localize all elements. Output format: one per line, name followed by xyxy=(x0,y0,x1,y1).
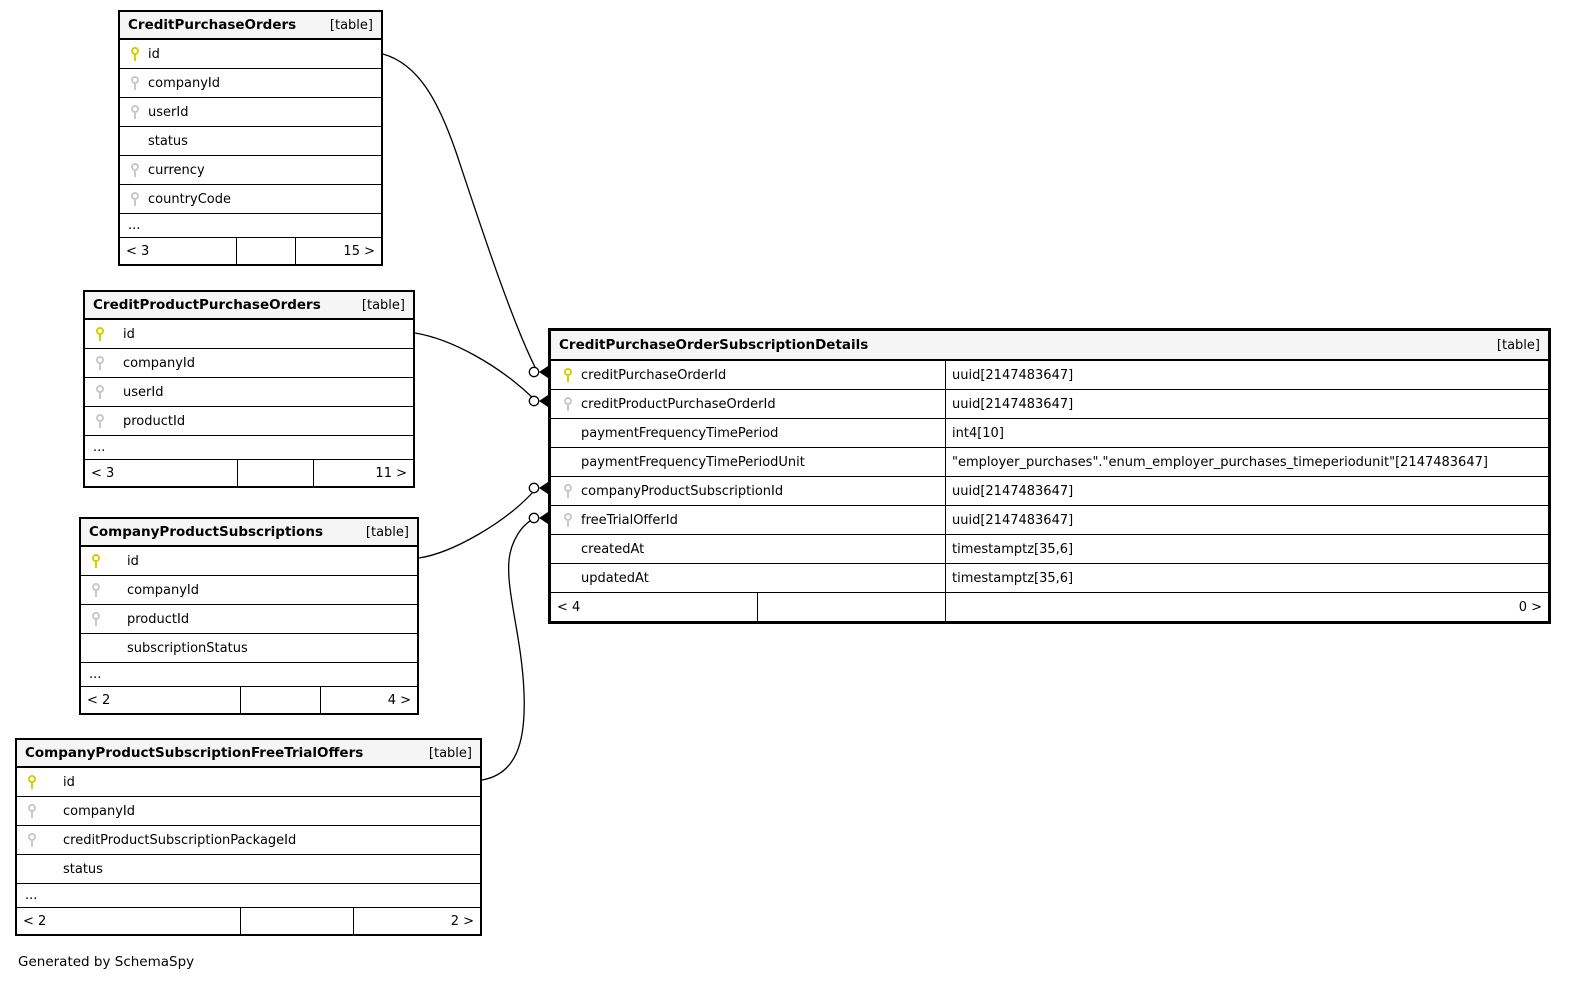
primary-key-icon xyxy=(95,326,107,342)
table-header xyxy=(81,519,417,547)
column-row xyxy=(81,605,417,634)
column-name: status xyxy=(148,133,188,149)
table-footer xyxy=(81,687,417,713)
column-row xyxy=(551,535,1548,564)
column-row xyxy=(551,564,1548,593)
foreign-key-icon xyxy=(563,396,575,412)
column-row xyxy=(85,378,413,407)
column-name: userId xyxy=(148,104,189,120)
foreign-key-icon xyxy=(130,191,142,207)
column-name: createdAt xyxy=(581,541,645,557)
table-tag: [table] xyxy=(1496,337,1540,353)
column-row xyxy=(120,40,381,69)
table-company-product-subscription-free-trial-offers[interactable] xyxy=(15,738,482,936)
foreign-key-icon xyxy=(27,832,39,848)
crow-foot-icon xyxy=(539,512,548,524)
column-row xyxy=(551,419,1548,448)
column-row xyxy=(81,576,417,605)
column-type: int4[10] xyxy=(945,419,1548,447)
column-row xyxy=(85,349,413,378)
column-name: companyId xyxy=(127,582,200,598)
foreign-key-icon xyxy=(130,162,142,178)
column-type: timestamptz[35,6] xyxy=(945,564,1548,592)
table-credit-purchase-orders[interactable] xyxy=(118,10,383,266)
table-footer xyxy=(551,593,1548,621)
incoming-relations-count: < 2 xyxy=(23,913,47,929)
foreign-key-icon xyxy=(91,611,103,627)
table-name[interactable]: CompanyProductSubscriptionFreeTrialOffers xyxy=(25,745,364,761)
table-company-product-subscriptions[interactable] xyxy=(79,517,419,715)
column-row xyxy=(85,320,413,349)
column-type: uuid[2147483647] xyxy=(945,361,1548,389)
footer-spacer xyxy=(237,460,313,486)
table-header xyxy=(551,331,1548,361)
column-name: companyId xyxy=(63,803,136,819)
outgoing-relations-count: 4 > xyxy=(320,687,417,713)
column-name: companyId xyxy=(148,75,221,91)
zero-cardinality-icon xyxy=(529,396,538,405)
column-name: id xyxy=(148,46,160,62)
primary-key-icon xyxy=(130,46,142,62)
table-header xyxy=(17,740,480,768)
foreign-key-icon xyxy=(27,803,39,819)
relationship-edge xyxy=(415,333,534,399)
column-row xyxy=(551,361,1548,390)
table-footer xyxy=(17,908,480,934)
column-row xyxy=(17,768,480,797)
footer-spacer xyxy=(240,687,320,713)
column-row xyxy=(17,855,480,884)
column-row xyxy=(81,547,417,576)
column-type: uuid[2147483647] xyxy=(945,477,1548,505)
outgoing-relations-count: 15 > xyxy=(295,238,381,264)
column-row xyxy=(81,634,417,663)
relationship-edge xyxy=(482,519,534,780)
column-name: creditProductPurchaseOrderId xyxy=(581,396,776,412)
table-footer xyxy=(85,460,413,486)
footer-spacer xyxy=(240,908,353,934)
table-name[interactable]: CreditProductPurchaseOrders xyxy=(93,297,321,313)
column-name: paymentFrequencyTimePeriodUnit xyxy=(581,454,805,470)
foreign-key-icon xyxy=(95,355,107,371)
table-footer xyxy=(120,238,381,264)
column-name: updatedAt xyxy=(581,570,649,586)
generator-credit: Generated by SchemaSpy xyxy=(18,954,195,970)
column-row xyxy=(551,448,1548,477)
foreign-key-icon xyxy=(95,384,107,400)
column-name: countryCode xyxy=(148,191,231,207)
primary-key-icon xyxy=(563,367,575,383)
column-name: productId xyxy=(123,413,186,429)
column-row xyxy=(85,407,413,436)
incoming-relations-count: < 2 xyxy=(87,692,111,708)
foreign-key-icon xyxy=(563,483,575,499)
column-name: subscriptionStatus xyxy=(127,640,248,656)
column-row xyxy=(120,69,381,98)
column-row xyxy=(120,98,381,127)
incoming-relations-count: < 3 xyxy=(126,243,150,259)
column-name: companyId xyxy=(123,355,196,371)
column-name: currency xyxy=(148,162,205,178)
column-name: id xyxy=(63,774,75,790)
primary-key-icon xyxy=(27,774,39,790)
column-row xyxy=(120,156,381,185)
crow-foot-icon xyxy=(539,395,548,407)
column-name: companyProductSubscriptionId xyxy=(581,483,784,499)
column-row xyxy=(17,797,480,826)
zero-cardinality-icon xyxy=(529,483,538,492)
zero-cardinality-icon xyxy=(529,513,538,522)
outgoing-relations-count: 0 > xyxy=(945,593,1548,621)
column-row xyxy=(17,826,480,855)
table-credit-product-purchase-orders[interactable] xyxy=(83,290,415,488)
footer-spacer xyxy=(757,593,945,621)
table-header xyxy=(120,12,381,40)
column-name: id xyxy=(123,326,135,342)
column-type: uuid[2147483647] xyxy=(945,390,1548,418)
table-name[interactable]: CompanyProductSubscriptions xyxy=(89,524,323,540)
foreign-key-icon xyxy=(130,75,142,91)
incoming-relations-count: < 3 xyxy=(91,465,115,481)
foreign-key-icon xyxy=(95,413,107,429)
relationship-edge xyxy=(419,491,534,558)
more-columns-ellipsis: ... xyxy=(120,214,381,238)
foreign-key-icon xyxy=(130,104,142,120)
table-name[interactable]: CreditPurchaseOrders xyxy=(128,17,297,33)
column-name: paymentFrequencyTimePeriod xyxy=(581,425,779,441)
column-type: "employer_purchases"."enum_employer_purchases_timeperiodunit"[2147483647] xyxy=(945,448,1548,476)
column-row xyxy=(551,390,1548,419)
crow-foot-icon xyxy=(539,366,548,378)
more-columns-ellipsis: ... xyxy=(81,663,417,687)
column-name: status xyxy=(63,861,103,877)
table-tag: [table] xyxy=(329,17,373,33)
crow-foot-icon xyxy=(539,482,548,494)
column-name: creditPurchaseOrderId xyxy=(581,367,727,383)
table-name[interactable]: CreditPurchaseOrderSubscriptionDetails xyxy=(559,337,869,353)
column-type: uuid[2147483647] xyxy=(945,506,1548,534)
more-columns-ellipsis: ... xyxy=(85,436,413,460)
column-row xyxy=(551,506,1548,535)
table-tag: [table] xyxy=(365,524,409,540)
foreign-key-icon xyxy=(563,512,575,528)
column-row xyxy=(120,127,381,156)
outgoing-relations-count: 2 > xyxy=(353,908,480,934)
outgoing-relations-count: 11 > xyxy=(313,460,413,486)
table-credit-purchase-order-subscription-details[interactable] xyxy=(548,328,1551,624)
foreign-key-icon xyxy=(91,582,103,598)
footer-spacer xyxy=(236,238,295,264)
column-name: id xyxy=(127,553,139,569)
column-name: freeTrialOfferId xyxy=(581,512,678,528)
column-type: timestamptz[35,6] xyxy=(945,535,1548,563)
column-name: productId xyxy=(127,611,190,627)
table-tag: [table] xyxy=(428,745,472,761)
primary-key-icon xyxy=(91,553,103,569)
incoming-relations-count: < 4 xyxy=(557,599,581,615)
column-row xyxy=(120,185,381,214)
column-name: creditProductSubscriptionPackageId xyxy=(63,832,297,848)
table-header xyxy=(85,292,413,320)
column-name: userId xyxy=(123,384,164,400)
table-tag: [table] xyxy=(361,297,405,313)
more-columns-ellipsis: ... xyxy=(17,884,480,908)
column-row xyxy=(551,477,1548,506)
zero-cardinality-icon xyxy=(529,367,538,376)
